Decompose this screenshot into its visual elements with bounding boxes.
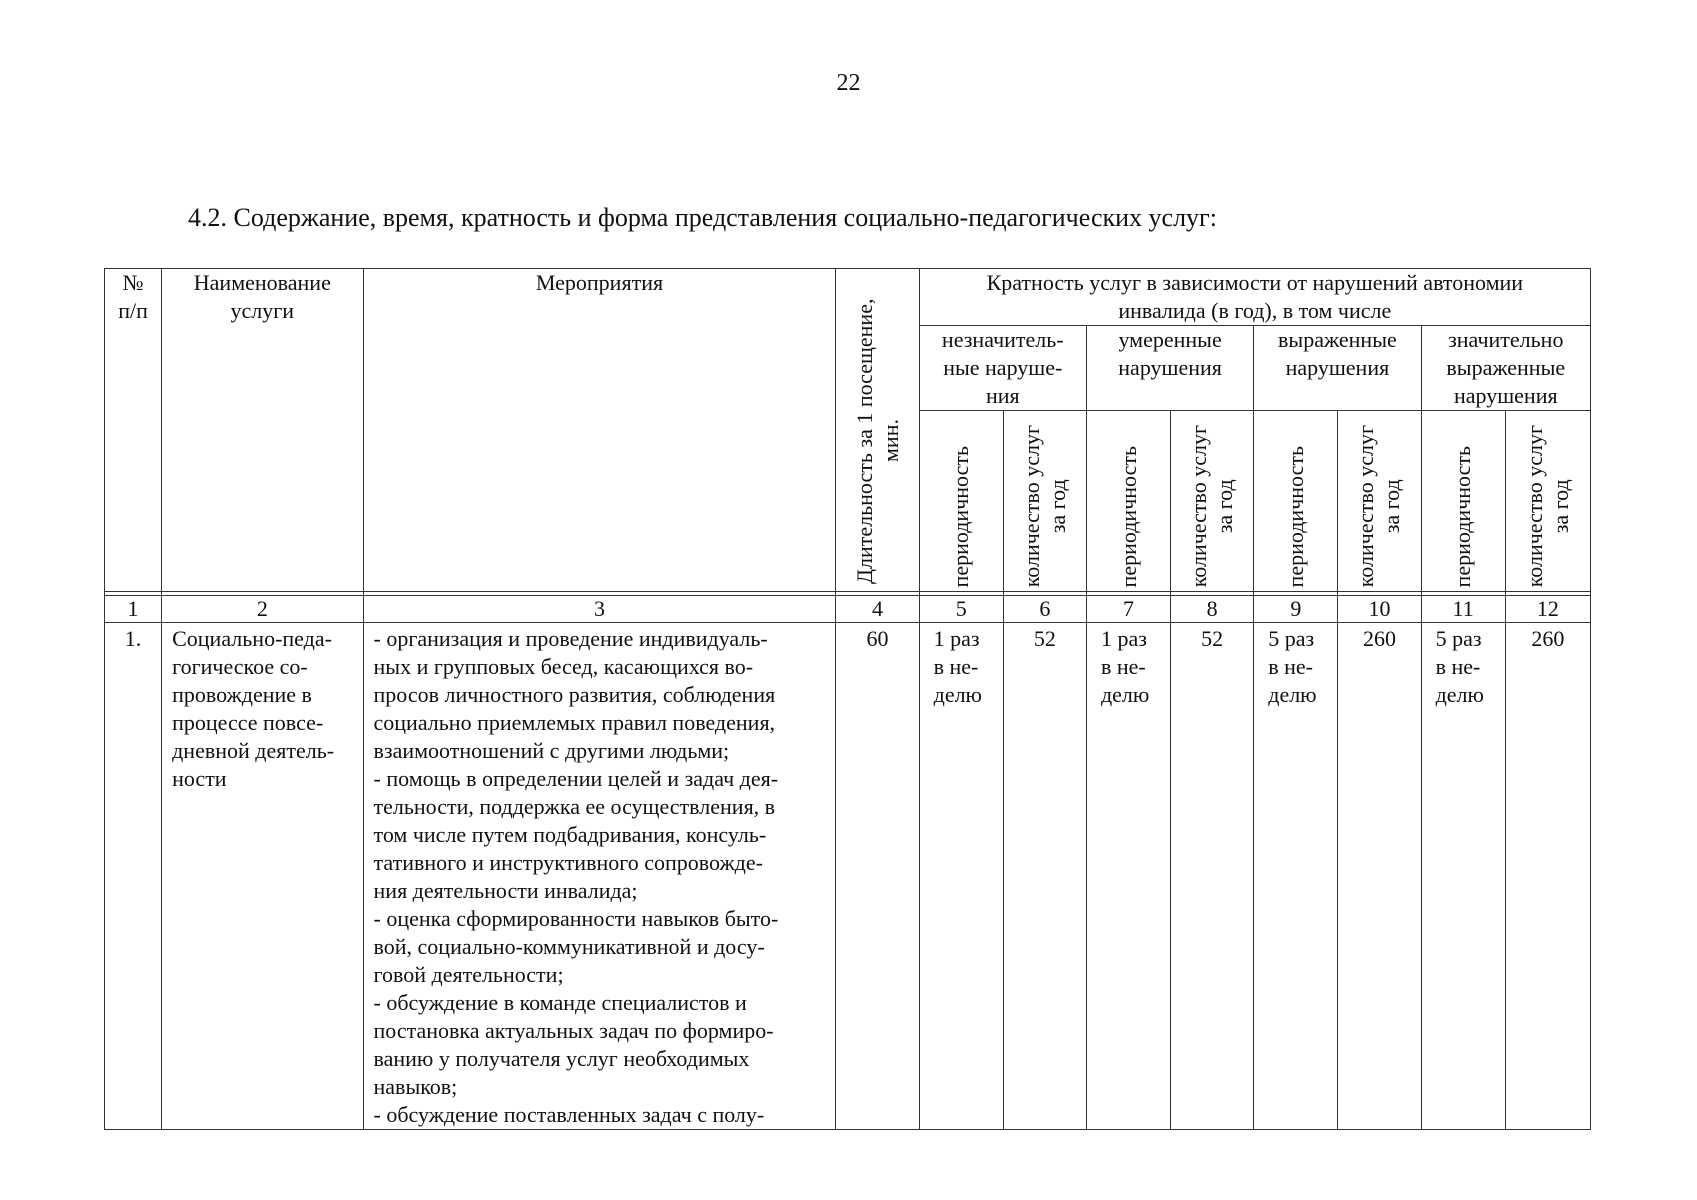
header-duration-line: Длительность за 1 посещение, — [851, 298, 877, 584]
activity-line: - обсуждение поставленных задач с полу- — [373, 1102, 765, 1127]
periodicity-moderate — [1086, 623, 1170, 1130]
activity-line: говой деятельности; — [373, 962, 564, 987]
header-name-line: услуги — [230, 298, 295, 323]
column-number: 4 — [836, 596, 919, 623]
header-pronounced-violations — [1254, 326, 1421, 411]
activity-line: вой, социально-коммуникативной и досу- — [373, 934, 765, 959]
activity-line: социально приемлемых правил поведения, — [373, 710, 776, 735]
periodicity-line: в не- — [1435, 654, 1481, 679]
per-year-pronounced: 260 — [1338, 623, 1421, 1130]
header-group-line: Кратность услуг в зависимости от нарушений автономии — [986, 270, 1524, 295]
header-periodicity — [1254, 411, 1338, 592]
quantity-line: количество услуг — [1353, 424, 1379, 587]
subgroup-line: выраженные — [1446, 355, 1566, 380]
column-number: 11 — [1421, 596, 1505, 623]
column-number: 6 — [1003, 596, 1086, 623]
activity-line: просов личностного развития, соблюдения — [373, 682, 776, 707]
quantity-line: количество услуг — [1186, 424, 1212, 587]
quantity-line: за год — [1044, 478, 1070, 533]
column-number: 7 — [1086, 596, 1170, 623]
header-duration-line: мин. — [877, 419, 903, 463]
column-number: 5 — [919, 596, 1003, 623]
service-activities — [363, 623, 836, 1130]
services-table — [104, 268, 1591, 1130]
periodicity-line: в не- — [933, 654, 979, 679]
column-number: 1 — [105, 596, 162, 623]
periodicity-line: делю — [1100, 682, 1150, 707]
header-periodicity — [1421, 411, 1505, 592]
periodicity-line: 5 раз — [1435, 626, 1482, 651]
header-periodicity — [919, 411, 1003, 592]
periodicity-line: делю — [1435, 682, 1484, 707]
row-number: 1. — [105, 623, 162, 1130]
activity-line: тативного и инструктивного сопровожде- — [373, 850, 763, 875]
periodicity-label: периодичность — [1115, 445, 1141, 587]
periodicity-line: 1 раз — [1100, 626, 1147, 651]
service-name-line: процессе повсе- — [172, 710, 324, 735]
per-year-significant: 260 — [1505, 623, 1590, 1130]
activity-line: том числе путем подбадривания, консуль- — [373, 822, 767, 847]
column-number: 10 — [1338, 596, 1421, 623]
activity-line: взаимоотношений с другими людьми; — [373, 738, 730, 763]
activity-line: - организация и проведение индивидуаль- — [373, 626, 768, 651]
header-no-line: № — [122, 270, 144, 295]
activity-line: - оценка сформированности навыков быто- — [373, 906, 779, 931]
subgroup-line: незначитель- — [941, 327, 1064, 352]
periodicity-minor — [919, 623, 1003, 1130]
header-no-line: п/п — [118, 298, 148, 323]
table-row — [105, 623, 1591, 1130]
quantity-line: количество услуг — [1018, 424, 1044, 587]
periodicity-label: периодичность — [948, 445, 974, 587]
header-frequency-group — [919, 269, 1590, 326]
header-quantity — [1003, 411, 1086, 592]
column-number: 9 — [1254, 596, 1338, 623]
periodicity-line: в не- — [1268, 654, 1314, 679]
header-quantity — [1338, 411, 1421, 592]
header-minor-violations — [919, 326, 1086, 411]
header-service-name — [162, 269, 363, 592]
header-group-line: инвалида (в год), в том числе — [1118, 298, 1392, 323]
quantity-line: за год — [1212, 478, 1238, 533]
periodicity-line: делю — [933, 682, 982, 707]
header-quantity — [1505, 411, 1590, 592]
quantity-line: за год — [1547, 478, 1573, 533]
column-number: 8 — [1171, 596, 1254, 623]
page-number: 22 — [836, 70, 861, 96]
header-activities: Мероприятия — [363, 269, 836, 592]
periodicity-line: делю — [1268, 682, 1317, 707]
header-no — [105, 269, 162, 592]
service-name-line: дневной деятель- — [172, 738, 335, 763]
quantity-line: количество услуг — [1521, 424, 1547, 587]
duration-value: 60 — [836, 623, 919, 1130]
periodicity-significant — [1421, 623, 1505, 1130]
service-name-line: провождение в — [172, 682, 312, 707]
service-name-line: гогическое со- — [172, 654, 308, 679]
per-year-minor: 52 — [1003, 623, 1086, 1130]
subgroup-line: значительно — [1448, 327, 1564, 352]
activity-line: - обсуждение в команде специалистов и — [373, 990, 747, 1015]
activity-line: ванию у получателя услуг необходимых — [373, 1046, 750, 1071]
quantity-line: за год — [1379, 478, 1405, 533]
column-number: 3 — [363, 596, 836, 623]
header-duration — [836, 269, 919, 592]
activity-line: - помощь в определении целей и задач дея- — [373, 766, 779, 791]
header-moderate-violations — [1086, 326, 1253, 411]
header-significant-violations — [1421, 326, 1590, 411]
subgroup-line: нарушения — [1453, 383, 1558, 408]
header-row-1 — [105, 269, 1591, 326]
header-quantity — [1171, 411, 1254, 592]
subgroup-line: умеренные — [1118, 327, 1222, 352]
subgroup-line: нарушения — [1118, 355, 1222, 380]
service-name-line: Социально-педа- — [172, 626, 332, 651]
header-name-line: Наименование — [193, 270, 331, 295]
periodicity-line: 1 раз — [933, 626, 980, 651]
service-name-line: ности — [172, 766, 227, 791]
column-number: 2 — [162, 596, 363, 623]
activity-line: постановка актуальных задач по формиро- — [373, 1018, 774, 1043]
periodicity-line: 5 раз — [1268, 626, 1315, 651]
column-number: 12 — [1505, 596, 1590, 623]
activity-line: ных и групповых бесед, касающихся во- — [373, 654, 754, 679]
periodicity-pronounced — [1254, 623, 1338, 1130]
service-name — [162, 623, 363, 1130]
activity-line: ния деятельности инвалида; — [373, 878, 638, 903]
activity-line: навыков; — [373, 1074, 458, 1099]
section-heading: 4.2. Содержание, время, кратность и форма представления социально-педагогических услуг: — [188, 203, 1217, 232]
header-periodicity — [1086, 411, 1170, 592]
column-numbers-row — [105, 596, 1591, 623]
subgroup-line: ния — [985, 383, 1020, 408]
periodicity-line: в не- — [1100, 654, 1146, 679]
subgroup-line: нарушения — [1285, 355, 1390, 380]
per-year-moderate: 52 — [1171, 623, 1254, 1130]
subgroup-line: выраженные — [1278, 327, 1397, 352]
periodicity-label: периодичность — [1450, 445, 1476, 587]
activity-line: тельности, поддержка ее осуществления, в — [373, 794, 776, 819]
periodicity-label: периодичность — [1282, 445, 1308, 587]
subgroup-line: ные наруше- — [943, 355, 1063, 380]
